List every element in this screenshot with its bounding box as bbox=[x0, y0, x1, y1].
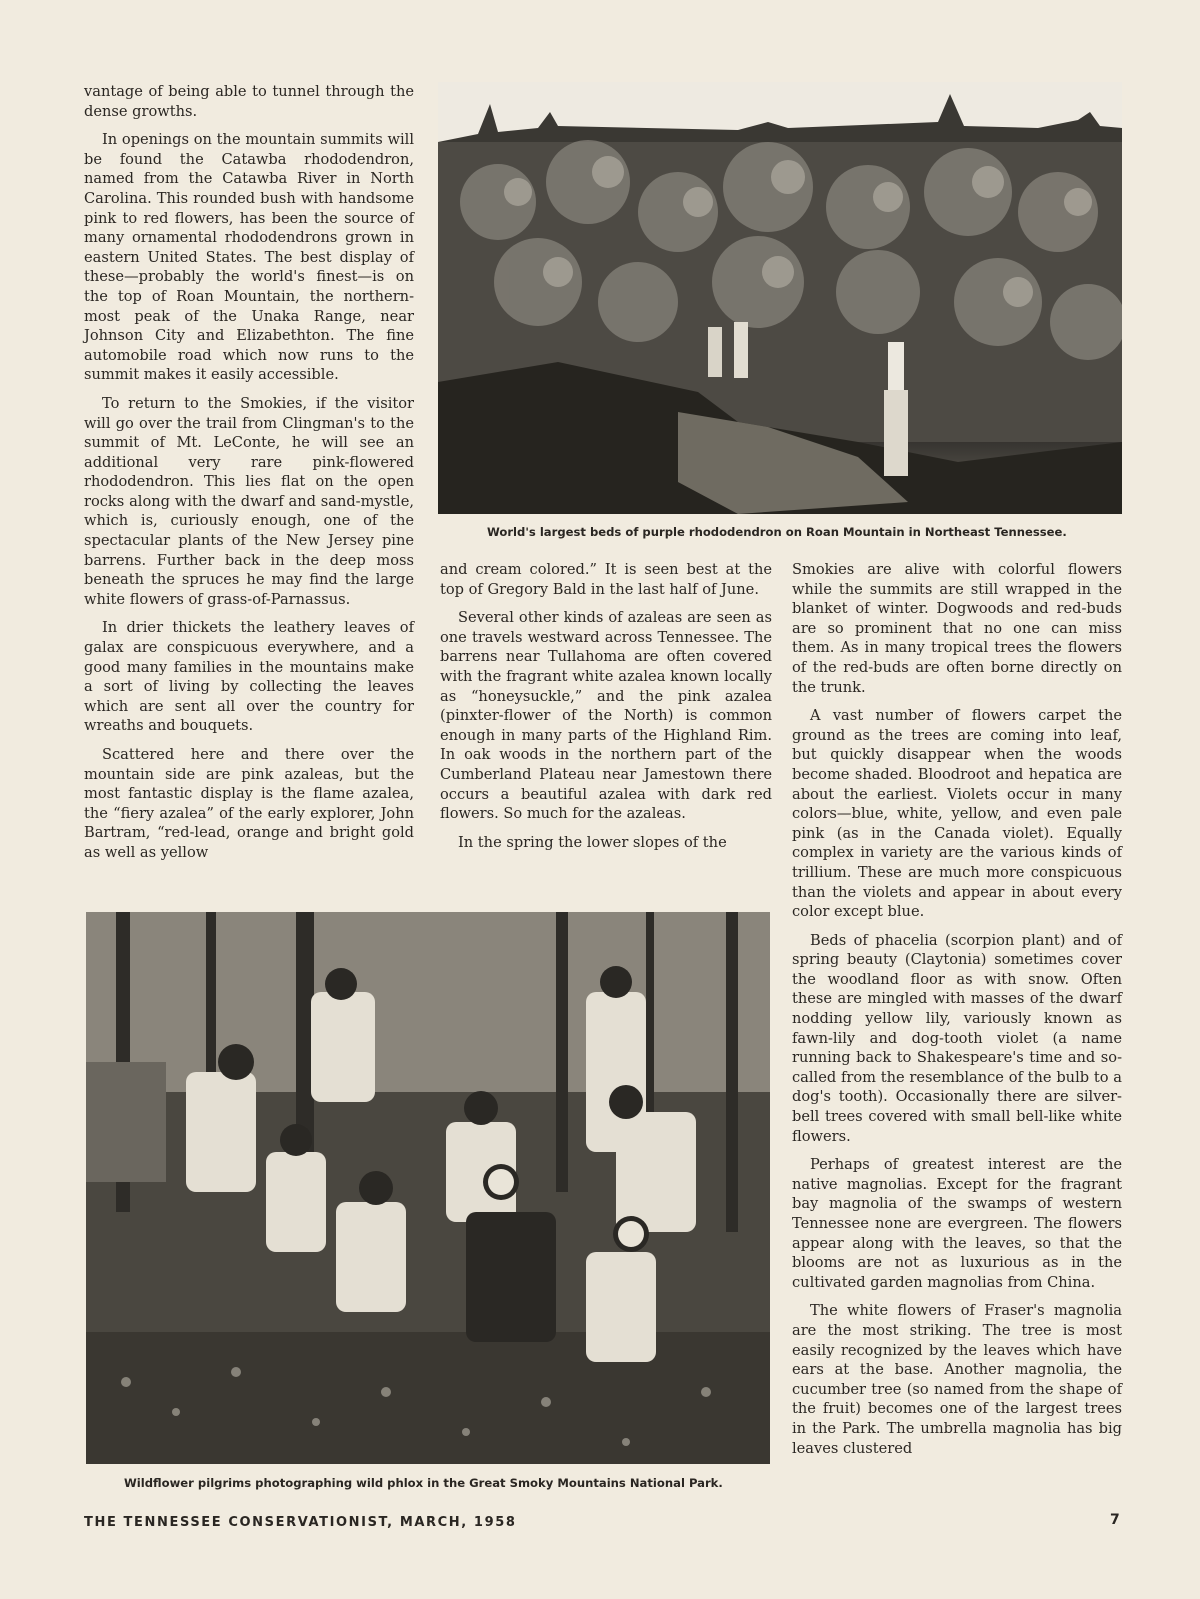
rhododendron-photo-caption: World's largest beds of purple rhododendron on Roan Mountain in Northeast Tennessee. bbox=[487, 525, 1067, 539]
paragraph: In the spring the lower slopes of the bbox=[458, 833, 727, 851]
paragraph: Scattered here and there over the mountain side are pink azaleas, but the most fantastic display is the flame azalea, the “fiery azalea” of the early explorer, John Bartram, “red-lead, orange and bright gold as well as yellow bbox=[84, 746, 414, 861]
paragraph: In openings on the mountain summits will be found the Catawba rhododendron, named from the Catawba River in North Carolina. This rounded bush with handsome pink to red flowers, has been the source of many ornamental rhododendrons grown in eastern United States. The best display of these—probably the world's finest—is on the top of Roan Mountain, the northern-most peak of the Unaka Range, near Johnson City and Elizabethton. The fine automobile road which now runs to the summit makes it easily accessible. bbox=[84, 131, 414, 384]
page-number: 7 bbox=[1110, 1512, 1120, 1528]
paragraph: To return to the Smokies, if the visitor will go over the trail from Clingman's to the summit of Mt. LeConte, he will see an additional very rare pink-flowered rhododendron. This lies flat on the open rocks along with the dwarf and sand-mystle, which is, curiously enough, one of the spectacular plants of the New Jersey pine barrens. Further back in the deep moss beneath the spruces he may find the large white flowers of grass-of-Parnassus. bbox=[84, 394, 414, 608]
paragraph: Several other kinds of azaleas are seen as one travels westward across Tennessee. The barrens near Tullahoma are often covered with the fragrant white azalea known locally as “honeysuckle,” and the pink azalea (pinxter-flower of the North) is common enough in many parts of the Highland Rim. In oak woods in the northern part of the Cumberland Plateau near Jamestown there occurs a beautiful azalea with dark red flowers. So much for the azaleas. bbox=[440, 609, 772, 823]
paragraph: In drier thickets the leathery leaves of galax are conspicuous everywhere, and a good many families in the mountains make a sort of living by collecting the leaves which are sent all over the country for wreaths and bouquets. bbox=[84, 619, 414, 735]
text-column-left bbox=[84, 82, 414, 872]
paragraph: and cream colored.” It is seen best at the top of Gregory Bald in the last half of June. bbox=[440, 561, 772, 598]
publication-footer: THE TENNESSEE CONSERVATIONIST, MARCH, 1958 bbox=[84, 1515, 517, 1530]
text-column-middle bbox=[440, 560, 772, 861]
paragraph: vantage of being able to tunnel through the dense growths. bbox=[84, 83, 414, 120]
paragraph: Perhaps of greatest interest are the native magnolias. Except for the fragrant bay magnolia of the swamps of western Tennessee none are evergreen. The flowers appear along with the leaves, so that the blooms are not as luxurious as in the cultivated garden magnolias from China. bbox=[792, 1156, 1122, 1291]
phlox-photographers-photo bbox=[86, 912, 770, 1464]
phlox-photo-caption: Wildflower pilgrims photographing wild phlox in the Great Smoky Mountains National Park. bbox=[124, 1476, 723, 1490]
paragraph: A vast number of flowers carpet the ground as the trees are coming into leaf, but quickly disappear when the woods become shaded. Bloodroot and hepatica are about the earliest. Violets occur in many colors—blue, white, yellow, and even pale pink (as in the Canada violet). Equally complex in variety are the various kinds of trillium. These are much more conspicuous than the violets and appear in about every color except blue. bbox=[792, 707, 1122, 921]
paragraph: The white flowers of Fraser's magnolia are the most striking. The tree is most easily recognized by the leaves which have ears at the base. Another magnolia, the cucumber tree (so named from the shape of the fruit) becomes one of the largest trees in the Park. The umbrella magnolia has big leaves clustered bbox=[792, 1302, 1122, 1457]
paragraph: Smokies are alive with colorful flowers while the summits are still wrapped in the blanket of winter. Dogwoods and red-buds are so prominent that no one can miss them. As in many tropical trees the flowers of the red-buds are often borne directly on the trunk. bbox=[792, 561, 1122, 696]
paragraph: Beds of phacelia (scorpion plant) and of spring beauty (Claytonia) sometimes cover the woodland floor as with snow. Often these are mingled with masses of the dwarf nodding yellow lily, variously known as fawn-lily and dog-tooth violet (a name running back to Shakespeare's time and so-called from the resemblance of the bulb to a dog's tooth). Occasionally there are silver-bell trees covered with small bell-like white flowers. bbox=[792, 931, 1122, 1145]
rhododendron-photo bbox=[438, 82, 1122, 514]
text-column-right bbox=[792, 560, 1122, 1467]
